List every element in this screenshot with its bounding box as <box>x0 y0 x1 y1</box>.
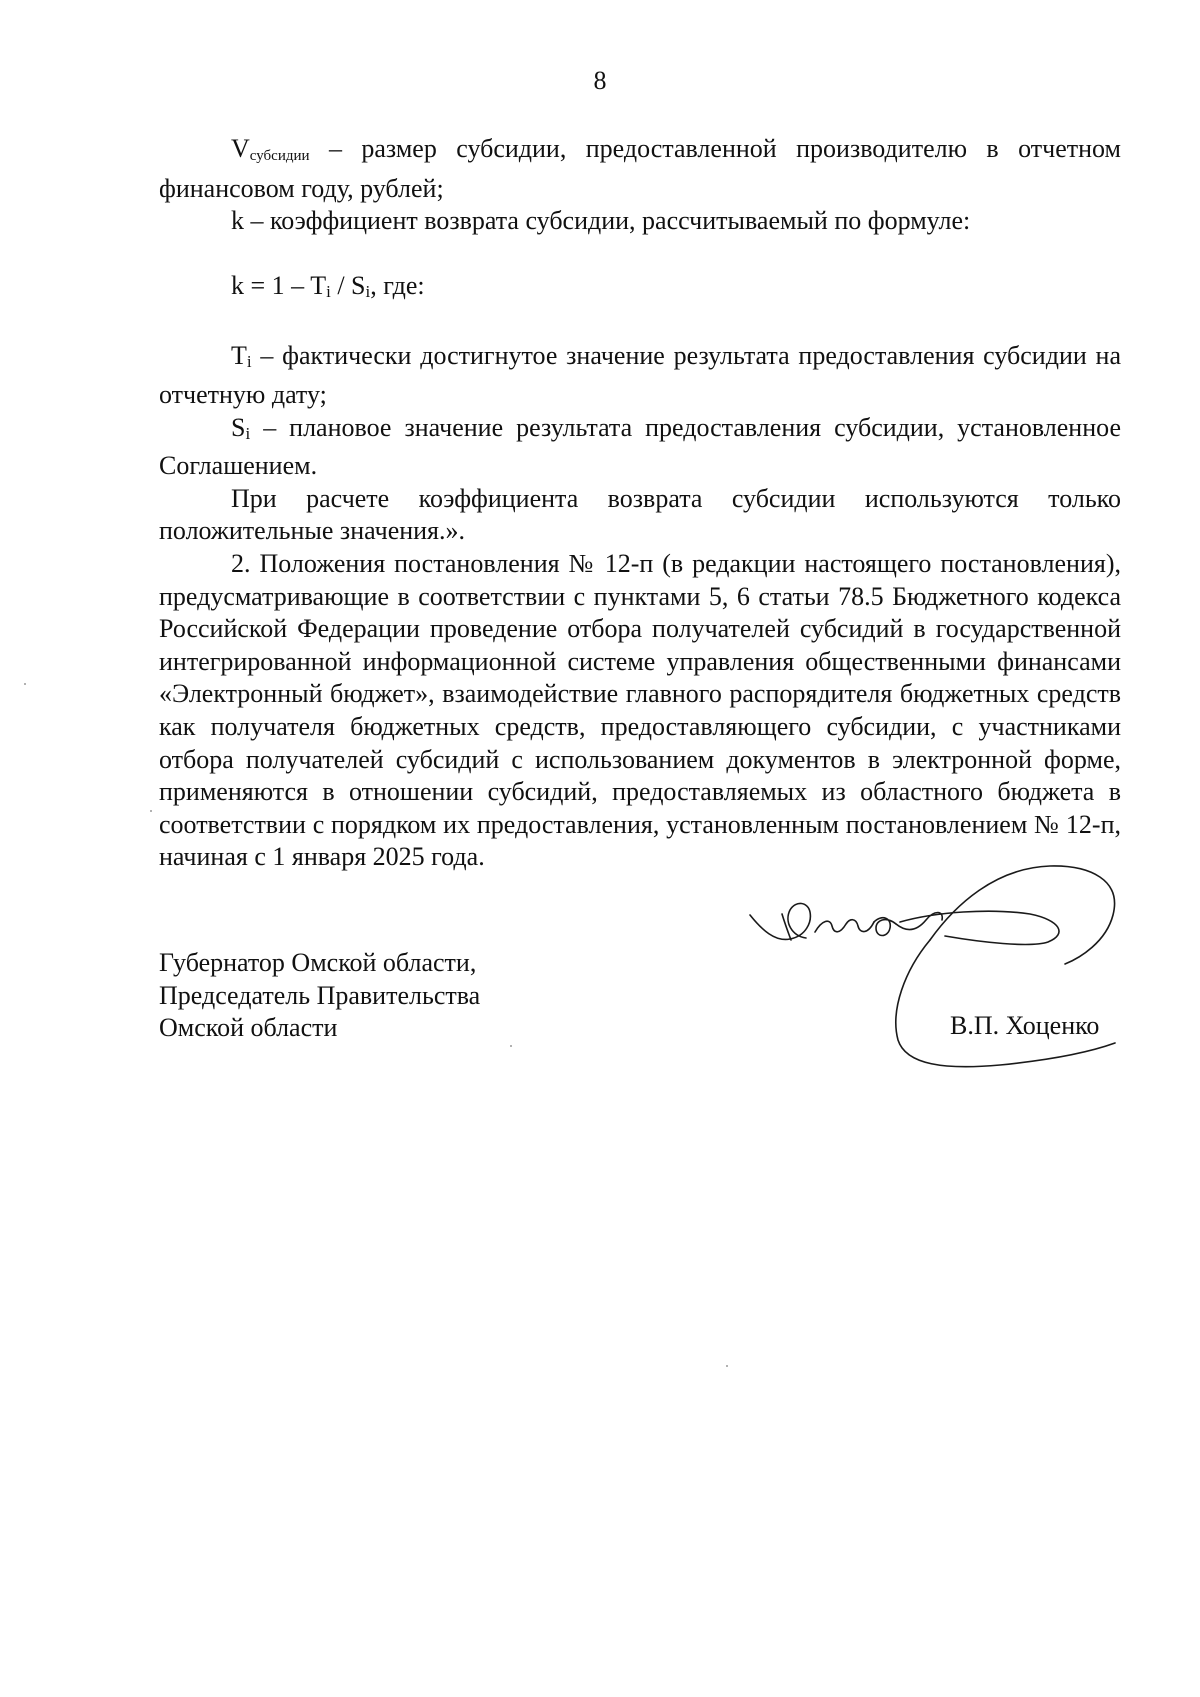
scan-speck <box>24 683 26 685</box>
paragraph-k-definition: k – коэффициент возврата субсидии, рассчитываемый по формуле: <box>231 206 971 236</box>
paragraph-positive-values: При расчете коэффициента возврата субсидии используются только положительные значения.». <box>159 483 1121 546</box>
scan-speck <box>510 1045 512 1047</box>
handwritten-signature <box>730 860 1130 1080</box>
scan-speck <box>150 810 152 812</box>
page-number: 8 <box>593 66 607 95</box>
signer-name: В.П. Хоценко <box>950 1011 1100 1040</box>
formula: k = 1 – Ti / Si, где: <box>231 270 425 301</box>
scan-speck <box>726 1365 728 1367</box>
signer-title <box>159 947 480 1045</box>
paragraph-si-definition: Si – плановое значение результата предоставления субсидии, установленное Соглашением. <box>159 412 1121 481</box>
signer-title-line: Губернатор Омской области, <box>159 948 477 977</box>
signer-title-line: Председатель Правительства <box>159 980 481 1010</box>
signer-title-line: Омской области <box>159 1013 338 1043</box>
paragraph-v-subsidy: $V_{субсидии}$ – размер субсидии, предоставленной производителю в отчетном финансовом году, рублей; <box>159 134 1121 203</box>
paragraph-ti-definition: Ti – фактически достигнутое значение результата предоставления субсидии на отчетную дату; <box>159 341 1121 409</box>
document-body <box>159 133 1121 874</box>
paragraph-item-2: 2. Положения постановления № 12-п (в редакции настоящего постановления), предусматривающие в соответствии с пунктами 5, 6 статьи 78.5 Бюджетного кодекса Российской Федерации проведение отбора получателей субсидий в государственной интегрированной информационной системе управления общественными финансами «Электронный бюджет», взаимодействие главного распорядителя бюджетных средств как получателя бюджетных средств, предоставляющего субсидии, с участниками отбора получателей субсидий с использованием документов в электронной форме, применяются в отношении субсидий, предоставляемых из областного бюджета в соответствии с порядком их предоставления, установленным постановлением № 12-п, начиная с 1 января 2025 года. <box>159 548 1121 872</box>
